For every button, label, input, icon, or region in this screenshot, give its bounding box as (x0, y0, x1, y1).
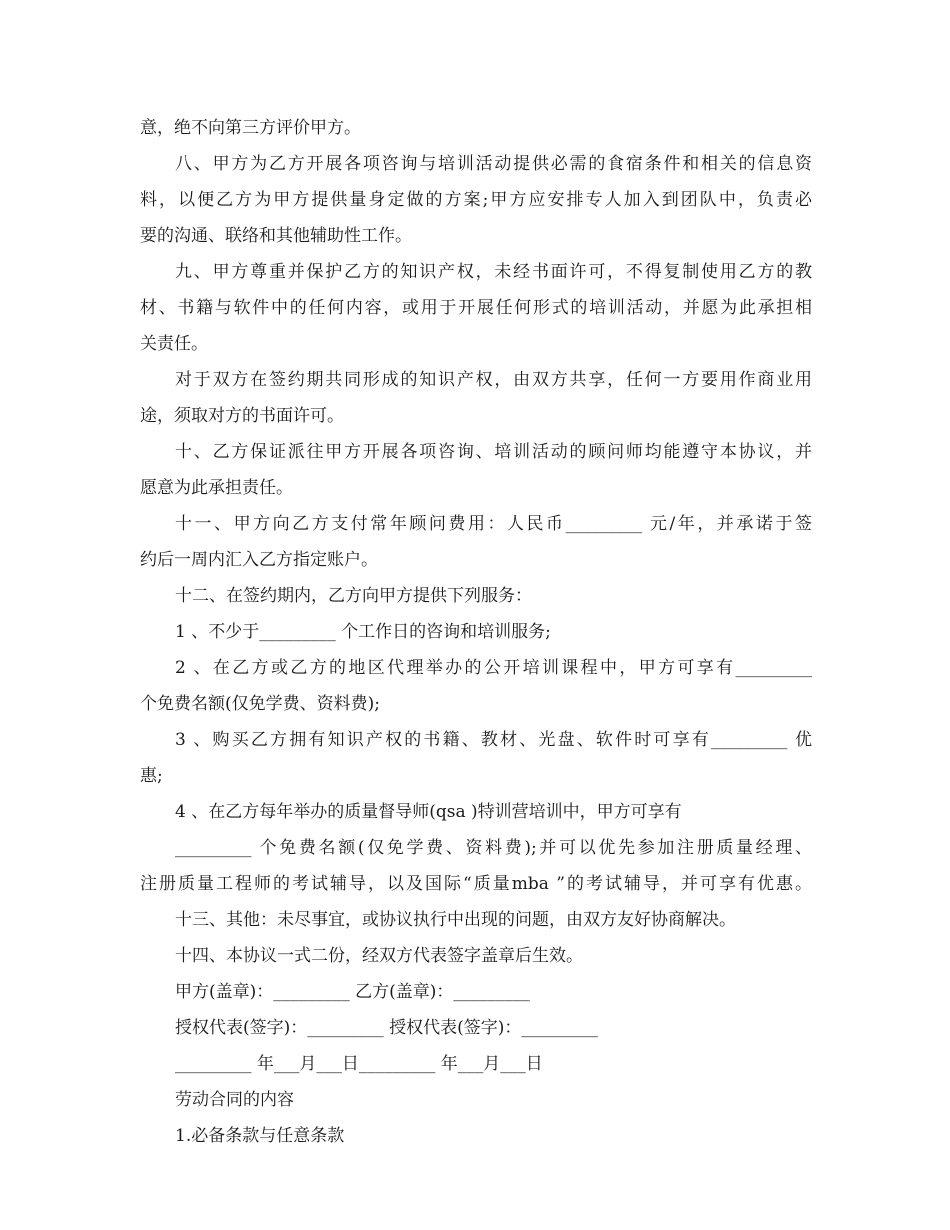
text-line: 惠; (140, 766, 163, 786)
text-line: 2 、在乙方或乙方的地区代理举办的公开培训课程中，甲方可享有_________ (175, 658, 812, 678)
text-line: 材、书籍与软件中的任何内容，或用于开展任何形式的培训活动，并愿为此承担相 (140, 298, 812, 318)
text-line: 九、甲方尊重并保护乙方的知识产权，未经书面许可，不得复制使用乙方的教 (175, 262, 812, 282)
text-line: 1 、不少于_________ 个工作日的咨询和培训服务; (175, 622, 551, 642)
text-line: 个免费名额(仅免学费、资料费); (140, 694, 380, 714)
text-line: _________ 个免费名额(仅免学费、资料费);并可以优先参加注册质量经理、 (175, 838, 812, 858)
text-line: 料，以便乙方为甲方提供量身定做的方案;甲方应安排专人加入到团队中，负责必 (140, 190, 812, 210)
text-line: 十二、在签约期内，乙方向甲方提供下列服务： (175, 586, 532, 606)
text-line: 十一、甲方向乙方支付常年顾问费用：人民币_________ 元/年，并承诺于签 (175, 514, 812, 534)
signature-line: 甲方(盖章)：_________ 乙方(盖章)：_________ (175, 982, 530, 1002)
text-line: 要的沟通、联络和其他辅助性工作。 (140, 226, 412, 246)
date-line: _________ 年___月___日_________ 年___月___日 (175, 1054, 543, 1074)
text-line: 注册质量工程师的考试辅导，以及国际“质量mba ”的考试辅导，并可享有优惠。 (140, 874, 812, 894)
text-line: 约后一周内汇入乙方指定账户。 (140, 550, 378, 570)
text-line: 对于双方在签约期共同形成的知识产权，由双方共享，任何一方要用作商业用 (175, 370, 812, 390)
text-line: 十三、其他：未尽事宜，或协议执行中出现的问题，由双方友好协商解决。 (175, 910, 736, 930)
text-line: 十四、本协议一式二份，经双方代表签字盖章后生效。 (175, 946, 583, 966)
text-line: 3 、购买乙方拥有知识产权的书籍、教材、光盘、软件时可享有_________ 优 (175, 730, 812, 750)
section-heading: 劳动合同的内容 (175, 1090, 294, 1110)
signature-line: 授权代表(签字)：_________ 授权代表(签字)：_________ (175, 1018, 598, 1038)
text-line: 十、乙方保证派往甲方开展各项咨询、培训活动的顾问师均能遵守本协议，并 (175, 442, 812, 462)
text-line: 关责任。 (140, 334, 208, 354)
text-line: 4 、在乙方每年举办的质量督导师(qsa )特训营培训中，甲方可享有 (175, 802, 682, 822)
section-subheading: 1.必备条款与任意条款 (175, 1126, 345, 1146)
text-line: 八、甲方为乙方开展各项咨询与培训活动提供必需的食宿条件和相关的信息资 (175, 154, 812, 174)
text-line: 意，绝不向第三方评价甲方。 (140, 118, 361, 138)
text-line: 愿意为此承担责任。 (140, 478, 293, 498)
text-line: 途，须取对方的书面许可。 (140, 406, 344, 426)
